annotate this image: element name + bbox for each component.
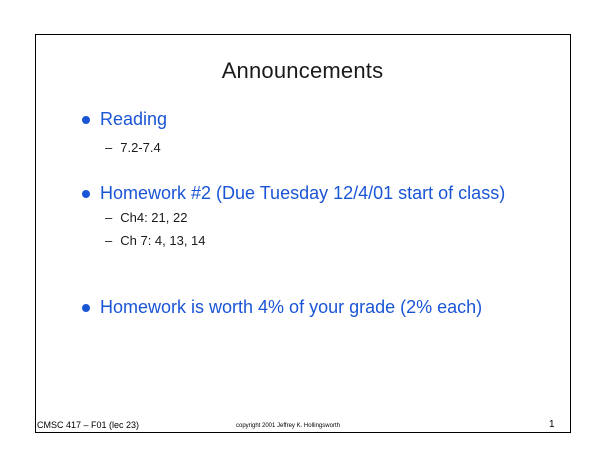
bullet-text: Reading	[100, 109, 168, 129]
dash-icon: –	[105, 233, 113, 248]
bullet-dot-icon	[82, 304, 90, 312]
dash-icon: –	[105, 140, 113, 155]
bullet-text: Homework #2 (Due Tuesday 12/4/01 start of class)	[100, 183, 506, 203]
footer-copyright: copyright 2001 Jeffrey K. Hollingsworth	[236, 423, 340, 429]
subitem-reading-pages	[105, 140, 161, 155]
subitem-text: 7.2-7.4	[120, 140, 161, 155]
bullet-homework-weight	[82, 297, 482, 318]
slide-title: Announcements	[221, 58, 384, 83]
page-number: 1	[549, 419, 555, 430]
bullet-homework-2	[82, 183, 505, 204]
dash-icon: –	[105, 210, 113, 225]
subitem-ch7	[105, 233, 206, 248]
bullet-text: Homework is worth 4% of your grade (2% each)	[100, 297, 483, 317]
subitem-text: Ch4: 21, 22	[120, 210, 188, 225]
footer-course: CMSC 417 – F01 (lec 23)	[37, 420, 140, 430]
bullet-reading	[82, 109, 167, 130]
subitem-ch4	[105, 210, 187, 225]
subitem-text: Ch 7: 4, 13, 14	[120, 233, 206, 248]
bullet-dot-icon	[82, 190, 90, 198]
bullet-dot-icon	[82, 116, 90, 124]
